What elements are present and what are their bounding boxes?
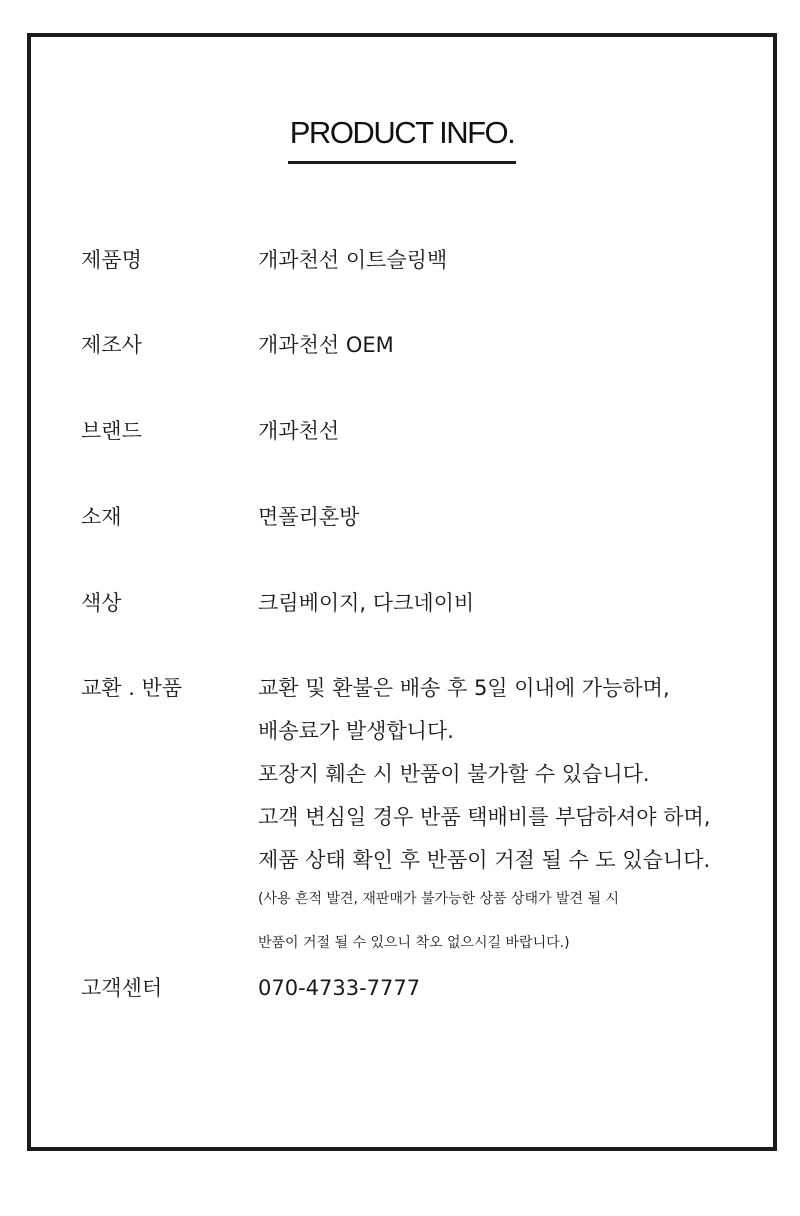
page-title: PRODUCT INFO. — [288, 113, 517, 164]
product-info-frame — [27, 33, 777, 1151]
label-exchange-return: 교환 . 반품 — [81, 676, 183, 700]
label-material: 소재 — [81, 505, 122, 529]
exchange-note: (사용 흔적 발견, 재판매가 불가능한 상품 상태가 발견 될 시 — [258, 891, 620, 907]
value-manufacturer: 개과천선 OEM — [258, 333, 394, 357]
value-product-name: 개과천선 이트슬링백 — [258, 248, 448, 272]
value-brand: 개과천선 — [258, 419, 340, 443]
exchange-line: 교환 및 환불은 배송 후 5일 이내에 가능하며, — [258, 676, 670, 700]
exchange-line: 포장지 훼손 시 반품이 불가할 수 있습니다. — [258, 762, 650, 786]
value-customer-center: 070-4733-7777 — [258, 976, 421, 1000]
label-color: 색상 — [81, 591, 122, 615]
exchange-note: 반품이 거절 될 수 있으니 착오 없으시길 바랍니다.) — [258, 935, 570, 951]
label-customer-center: 고객센터 — [81, 976, 163, 1000]
value-material: 면폴리혼방 — [258, 505, 360, 529]
exchange-line: 배송료가 발생합니다. — [258, 719, 454, 743]
value-color: 크림베이지, 다크네이비 — [258, 591, 475, 615]
label-product-name: 제품명 — [81, 248, 142, 272]
label-manufacturer: 제조사 — [81, 333, 142, 357]
exchange-line: 제품 상태 확인 후 반품이 거절 될 수 도 있습니다. — [258, 848, 711, 872]
exchange-line: 고객 변심일 경우 반품 택배비를 부담하셔야 하며, — [258, 805, 711, 829]
label-brand: 브랜드 — [81, 419, 142, 443]
title-block — [31, 113, 773, 164]
